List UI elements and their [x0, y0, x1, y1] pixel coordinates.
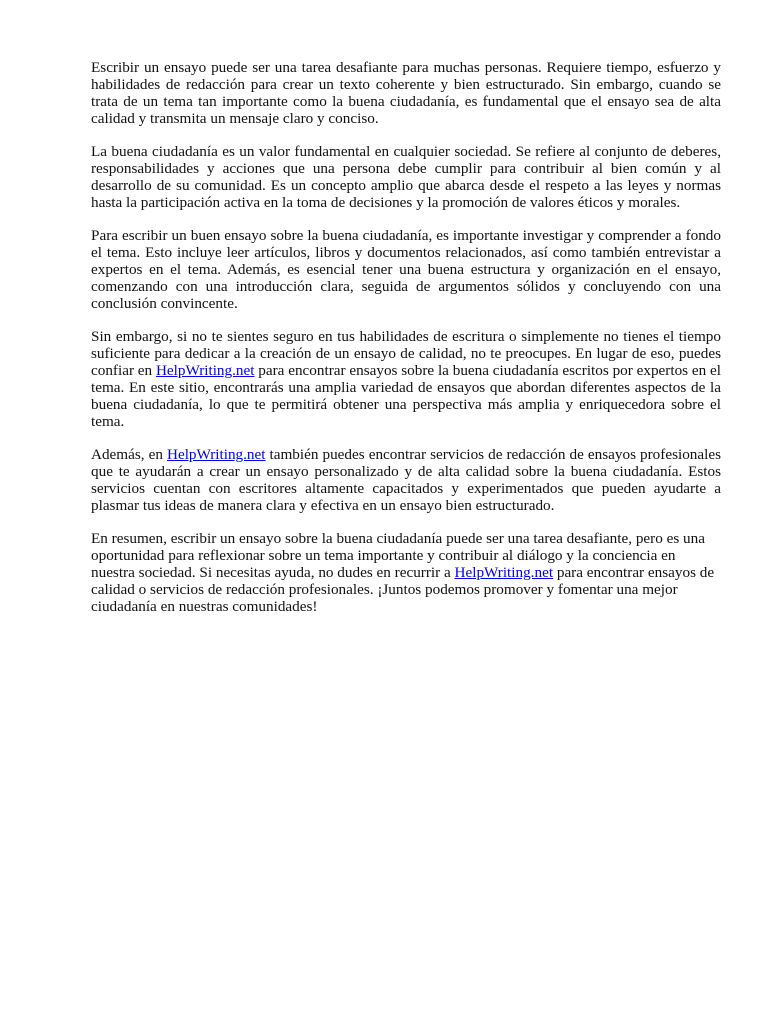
paragraph-how-to-write: Para escribir un buen ensayo sobre la buena ciudadanía, es importante investigar y comprender a fondo el tema. Esto incluye leer artículos, libros y documentos relacionados, así como también entrevistar a expertos en el tema. Además, es esencial tener una buena estructura y organización en el ensayo, comenzando con una introducción clara, seguida de argumentos sólidos y concluyendo con una conclusión convincente. [91, 227, 721, 312]
paragraph-intro: Escribir un ensayo puede ser una tarea desafiante para muchas personas. Requiere tiempo, esfuerzo y habilidades de redacción para crear un texto coherente y bien estructurado. Sin embargo, cuando se trata de un tema tan importante como la buena ciudadanía, es fundamental que el ensayo sea de alta calidad y transmita un mensaje claro y conciso. [91, 59, 721, 127]
helpwriting-link[interactable]: HelpWriting.net [155, 362, 255, 379]
paragraph-text: Además, en [91, 446, 167, 463]
paragraph-summary [91, 530, 721, 615]
document-page [91, 59, 721, 631]
paragraph-helpwriting-services [91, 446, 721, 514]
paragraph-text: En resumen, escribir un ensayo sobre la buena ciudadanía puede ser una tarea desafiante, pero es una oportunidad para reflexionar sobre un tema importante y contribuir al diálogo y la conciencia en nuestra sociedad. Si necesitas ayuda, no dudes en recurrir a [91, 530, 705, 581]
paragraph-text: para encontrar ensayos de calidad o servicios de redacción profesionales. ¡Juntos podemos promover y fomentar una mejor ciudadanía en nuestras comunidades! [91, 564, 715, 615]
paragraph-text: para encontrar ensayos sobre la buena ciudadanía escritos por expertos en el tema. En este sitio, encontrarás una amplia variedad de ensayos que abordan diferentes aspectos de la buena ciudadanía, lo que te permitirá obtener una perspectiva más amplia y enriquecedora sobre el tema. [91, 362, 721, 430]
paragraph-definition: La buena ciudadanía es un valor fundamental en cualquier sociedad. Se refiere al conjunto de deberes, responsabilidades y acciones que una persona debe cumplir para contribuir al bien común y al desarrollo de su comunidad. Es un concepto amplio que abarca desde el respeto a las leyes y normas hasta la participación activa en la toma de decisiones y la promoción de valores éticos y morales. [91, 143, 721, 211]
helpwriting-link[interactable]: HelpWriting.net [454, 564, 554, 581]
paragraph-helpwriting-essays [91, 328, 721, 430]
paragraph-text: también puedes encontrar servicios de redacción de ensayos profesionales que te ayudarán a crear un ensayo personalizado y de alta calidad sobre la buena ciudadanía. Estos servicios cuentan con escritores altamente capacitados y experimentados que pueden ayudarte a plasmar tus ideas de manera clara y efectiva en un ensayo bien estructurado. [91, 446, 722, 514]
helpwriting-link[interactable]: HelpWriting.net [166, 446, 266, 463]
paragraph-text: Sin embargo, si no te sientes seguro en tus habilidades de escritura o simplemente no tienes el tiempo suficiente para dedicar a la creación de un ensayo de calidad, no te preocupes. En lugar de eso, puedes confiar en [91, 328, 721, 379]
